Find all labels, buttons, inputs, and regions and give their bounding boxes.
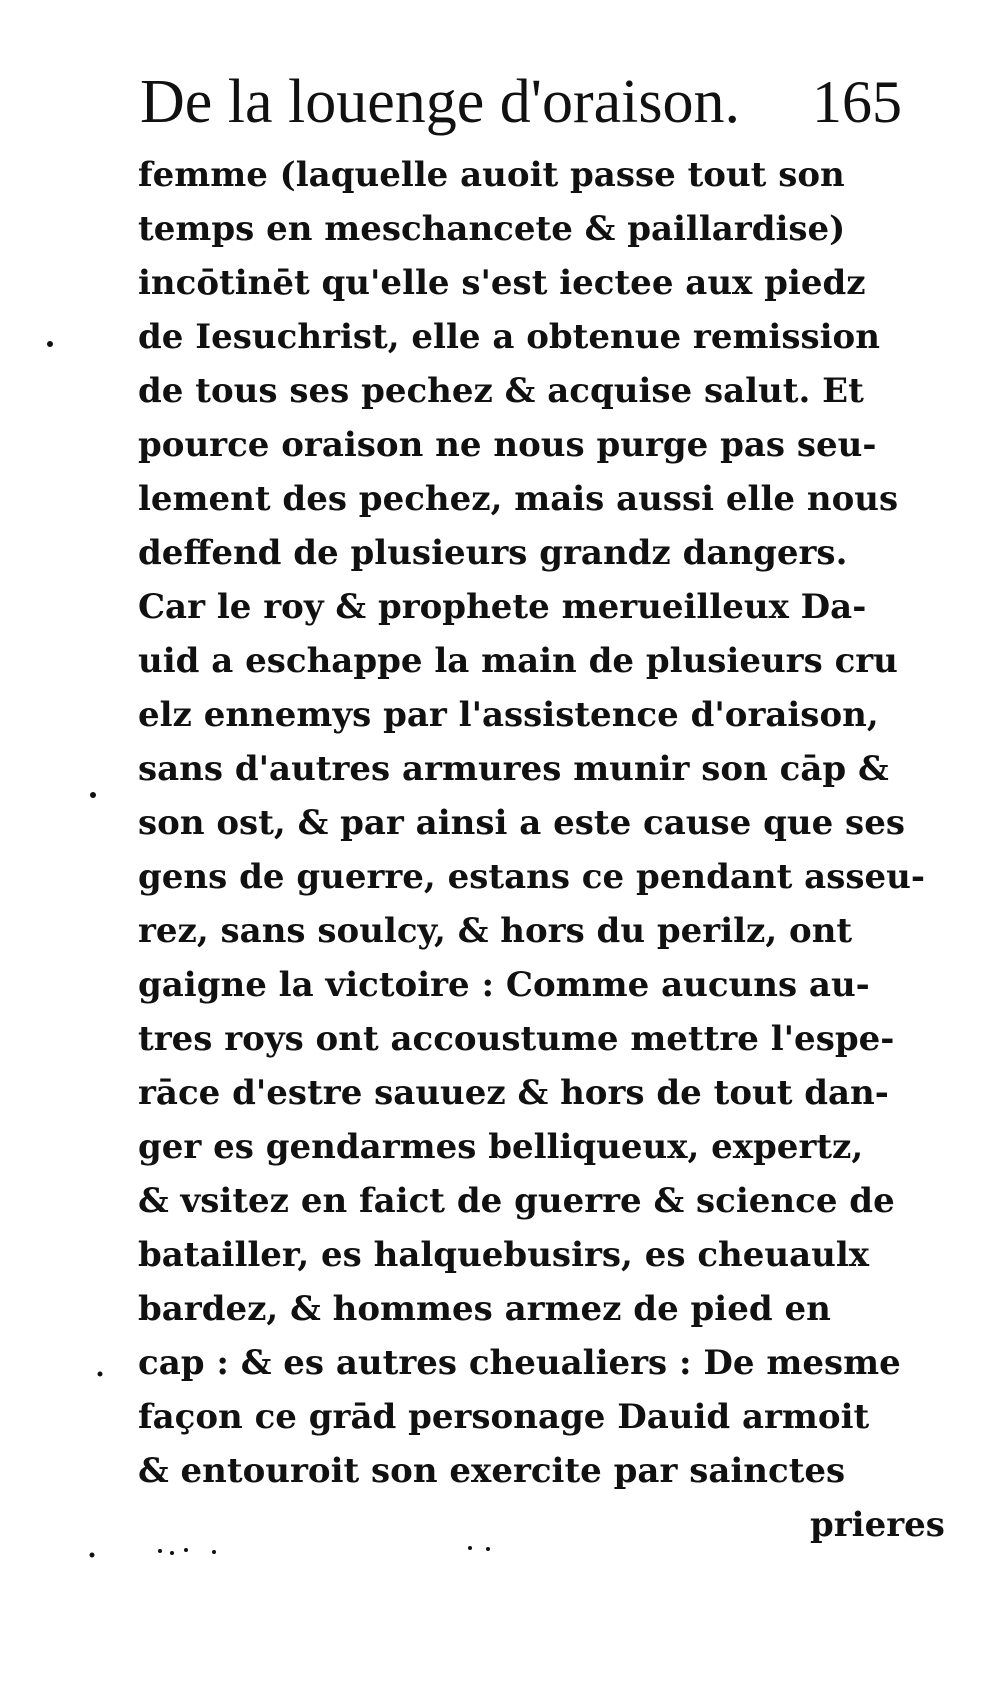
text-line: & vsitez en faict de guerre & science de: [138, 1181, 895, 1221]
text-line: de tous ses pechez & acquise salut. Et: [138, 371, 864, 411]
text-line: temps en meschancete & paillardise): [138, 209, 846, 249]
ink-speck: [468, 1546, 472, 1550]
catchword: prieres: [810, 1505, 945, 1545]
text-line: tres roys ont accoustume mettre l'espe-: [138, 1019, 895, 1059]
text-line: rāce d'estre sauuez & hors de tout dan-: [138, 1073, 889, 1113]
text-line: deffend de plusieurs grandz dangers.: [138, 533, 848, 573]
ink-speck: [184, 1548, 188, 1552]
text-line: son ost, & par ainsi a este cause que ses: [138, 803, 905, 843]
text-line: gaigne la victoire : Comme aucuns au-: [138, 965, 870, 1005]
text-line: & entouroit son exercite par sainctes: [138, 1451, 846, 1491]
ink-speck: [212, 1550, 216, 1554]
running-title: De la louenge d'oraison.: [140, 68, 740, 136]
text-line: Car le roy & prophete merueilleux Da-: [138, 587, 867, 627]
text-line: rez, sans soulcy, & hors du perilz, ont: [138, 911, 853, 951]
ink-speck: [90, 1553, 95, 1558]
text-line: batailler, es halquebusirs, es cheuaulx: [138, 1235, 870, 1275]
text-line: ger es gendarmes belliqueux, expertz,: [138, 1127, 864, 1167]
ink-speck: [47, 341, 53, 347]
page-header: [140, 62, 940, 142]
text-line: bardez, & hommes armez de pied en: [138, 1289, 831, 1329]
text-line: incōtinēt qu'elle s'est iectee aux piedz: [138, 263, 866, 303]
text-line: cap : & es autres cheualiers : De mesme: [138, 1343, 901, 1383]
page-number: 165: [812, 69, 902, 135]
text-line: uid a eschappe la main de plusieurs cru: [138, 641, 898, 681]
text-line: gens de guerre, estans ce pendant asseu-: [138, 857, 925, 897]
ink-speck: [170, 1551, 174, 1555]
text-line: femme (laquelle auoit passe tout son: [138, 155, 845, 195]
text-line: sans d'autres armures munir son cāp &: [138, 749, 889, 789]
body-text: [138, 148, 958, 1498]
text-line: pource oraison ne nous purge pas seu-: [138, 425, 877, 465]
ink-speck: [158, 1549, 162, 1553]
text-line: de Iesuchrist, elle a obtenue remission: [138, 317, 880, 357]
ink-speck: [98, 1372, 103, 1377]
text-line: elz ennemys par l'assistence d'oraison,: [138, 695, 879, 735]
text-line: façon ce grād personage Dauid armoit: [138, 1397, 870, 1437]
ink-speck: [486, 1547, 490, 1551]
ink-speck: [90, 792, 96, 798]
text-line: lement des pechez, mais aussi elle nous: [138, 479, 899, 519]
